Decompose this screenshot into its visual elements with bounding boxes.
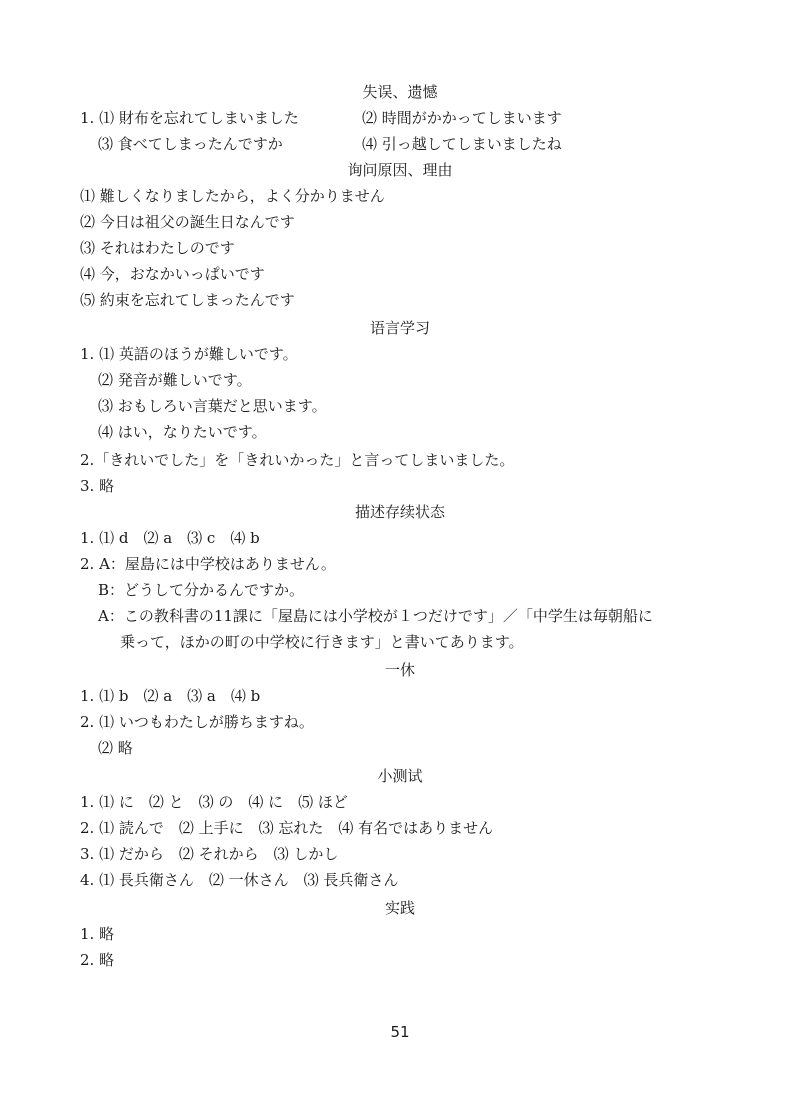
answer-line: 2. ⑴ いつもわたしが勝ちますね。 xyxy=(80,713,314,731)
answer-line: ⑵ 略 xyxy=(98,739,133,757)
answer-text: ⑵ 時間がかかってしまいます xyxy=(362,109,562,127)
answer-line: A：この教科書の11課に「屋島には小学校が１つだけです」／「中学生は毎朝船に xyxy=(98,607,653,625)
answer-line: ⑶ それはわたしのです xyxy=(80,239,235,257)
section-heading: 一休 xyxy=(384,661,415,679)
page-number: 51 xyxy=(390,1023,410,1041)
answer-text: 1. ⑴ 財布を忘れてしまいました xyxy=(80,109,299,127)
answer-line: 乗って，ほかの町の中学校に行きます」と書いてあります。 xyxy=(120,633,524,651)
answer-line: ⑶ おもしろい言葉だと思います。 xyxy=(98,397,327,415)
answer-line: B：どうして分かるんですか。 xyxy=(98,581,305,599)
answer-line: 2. A：屋島には中学校はありません。 xyxy=(80,555,336,573)
answer-line: 1. ⑴ d ⑵ a ⑶ c ⑷ b xyxy=(80,529,260,547)
answer-text: ⑷ 引っ越してしまいましたね xyxy=(362,135,562,153)
answer-line: ⑷ 今，おなかいっぱいです xyxy=(80,265,265,283)
answer-line: 1. 略 xyxy=(80,925,115,943)
section-heading: 失误、遗憾 xyxy=(362,83,438,101)
answer-line: 1. ⑴ 英語のほうが難しいです。 xyxy=(80,345,298,363)
answer-line: 4. ⑴ 長兵衛さん ⑵ 一休さん ⑶ 長兵衛さん xyxy=(80,871,399,889)
answer-line: 3. 略 xyxy=(80,477,115,495)
section-heading: 询问原因、理由 xyxy=(347,161,453,179)
answer-line: ⑵ 今日は祖父の誕生日なんです xyxy=(80,213,295,231)
answer-line: ⑸ 約束を忘れてしまったんです xyxy=(80,291,295,309)
answer-line: ⑴ 難しくなりましたから，よく分かりません xyxy=(80,187,385,205)
answer-line: 2. 略 xyxy=(80,951,115,969)
answer-text: ⑶ 食べてしまったんですか xyxy=(98,135,283,153)
section-heading: 小测试 xyxy=(377,767,423,785)
answer-line: 3. ⑴ だから ⑵ それから ⑶ しかし xyxy=(80,845,339,863)
answer-line: 2.「きれいでした」を「きれいかった」と言ってしまいました。 xyxy=(80,451,515,469)
section-heading: 语言学习 xyxy=(369,319,430,337)
answer-line: 2. ⑴ 読んで ⑵ 上手に ⑶ 忘れた ⑷ 有名ではありません xyxy=(80,819,494,837)
answer-line: ⑵ 発音が難しいです。 xyxy=(98,371,252,389)
answer-line: ⑷ はい，なりたいです。 xyxy=(98,423,267,441)
answer-line: 1. ⑴ に ⑵ と ⑶ の ⑷ に ⑸ ほど xyxy=(80,793,348,811)
answer-line xyxy=(80,108,760,128)
answer-line xyxy=(98,134,778,154)
answer-line: 1. ⑴ b ⑵ a ⑶ a ⑷ b xyxy=(80,687,261,705)
section-heading: 描述存续状态 xyxy=(354,503,445,521)
section-heading: 实践 xyxy=(384,899,415,917)
